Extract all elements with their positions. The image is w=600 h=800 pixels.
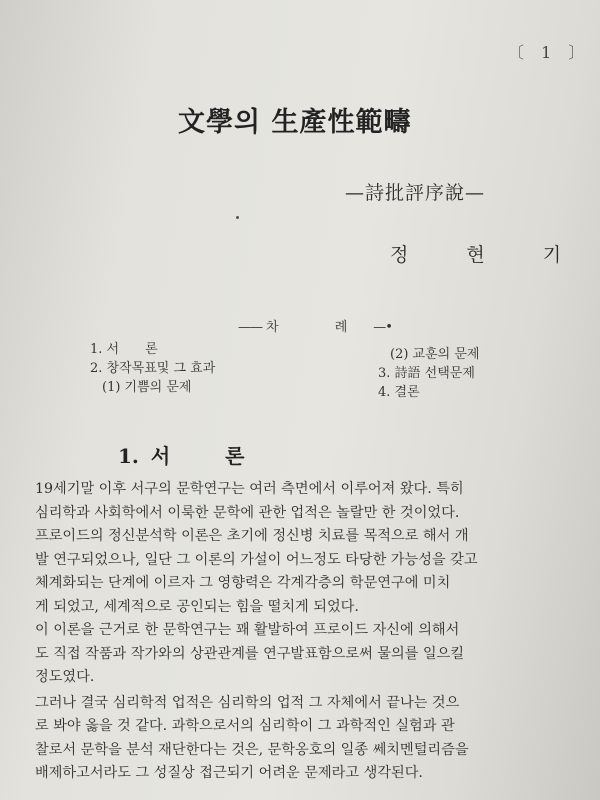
print-speck xyxy=(236,216,239,219)
toc-header-dash-left: —— xyxy=(238,320,262,335)
toc-item: (2) 교훈의 문제 xyxy=(390,347,480,362)
toc-header-label: 차 례 xyxy=(266,320,374,335)
toc-header-dash-right: —• xyxy=(373,320,392,335)
article-title: 文學의 生產性範疇 xyxy=(178,107,412,138)
text-line: 로 봐야 옳을 것 같다. 과학으로서의 심리학이 그 과학적인 실험과 관 xyxy=(35,718,455,734)
text-line: 체계화되는 단계에 이르자 그 영향력은 각계각층의 학문연구에 미치 xyxy=(35,575,451,591)
text-line: 배제하고서라도 그 성질상 접근되기 어려운 문제라고 생각된다. xyxy=(35,765,423,781)
section-heading xyxy=(118,440,269,469)
toc-item: 4. 결론 xyxy=(378,385,420,400)
toc-header xyxy=(238,316,392,335)
text-line: 정도였다. xyxy=(35,669,95,685)
author-name: 정 현 기 xyxy=(390,244,588,266)
text-line: 게 되었고, 세계적으로 공인되는 힘을 떨치게 되었다. xyxy=(35,598,359,615)
toc-item: 2. 창작목표및 그 효과 xyxy=(90,361,216,376)
paragraph xyxy=(35,478,577,619)
toc-right-column xyxy=(378,345,479,402)
section-title: 서 론 xyxy=(150,444,269,468)
text-line: 그러나 결국 심리학적 업적은 심리학의 업적 그 자체에서 끝나는 것으 xyxy=(35,694,460,711)
toc-item: 3. 詩語 선택문제 xyxy=(378,366,475,381)
body-text xyxy=(35,478,577,786)
toc-left-column xyxy=(90,340,215,397)
page-number: 〔 1 〕 xyxy=(508,43,591,62)
text-line: 발 연구되었으나, 일단 그 이론의 가설이 어느정도 타당한 가능성을 갖고 xyxy=(35,551,478,568)
text-line: 프로이드의 정신분석학 이론은 초기에 정신병 치료를 목적으로 해서 개 xyxy=(35,528,469,544)
text-line: 이 이론을 근거로 한 문학연구는 꽤 활발하여 프로이드 자신에 의해서 xyxy=(35,622,460,638)
text-line: 도 직접 작품과 작가와의 상관관계를 연구발표함으로써 물의를 일으킬 xyxy=(35,645,465,662)
text-line: 19세기말 이후 서구의 문학연구는 여러 측면에서 이루어져 왔다. 특히 xyxy=(35,481,464,497)
toc-item: 1. 서 론 xyxy=(90,342,158,357)
text-line: 심리학과 사회학에서 이룩한 문학에 관한 업적은 놀랄만 한 것이었다. xyxy=(35,504,460,521)
paragraph xyxy=(35,692,577,786)
toc-item: (1) 기쁨의 문제 xyxy=(102,380,192,395)
article-subtitle: —詩批評序說— xyxy=(345,182,486,204)
paragraph xyxy=(35,619,577,690)
text-line: 찰로서 문학을 분석 재단한다는 것은, 문학옹호의 일종 쎄치멘털리즘을 xyxy=(35,741,469,758)
section-number: 1. xyxy=(118,444,139,468)
